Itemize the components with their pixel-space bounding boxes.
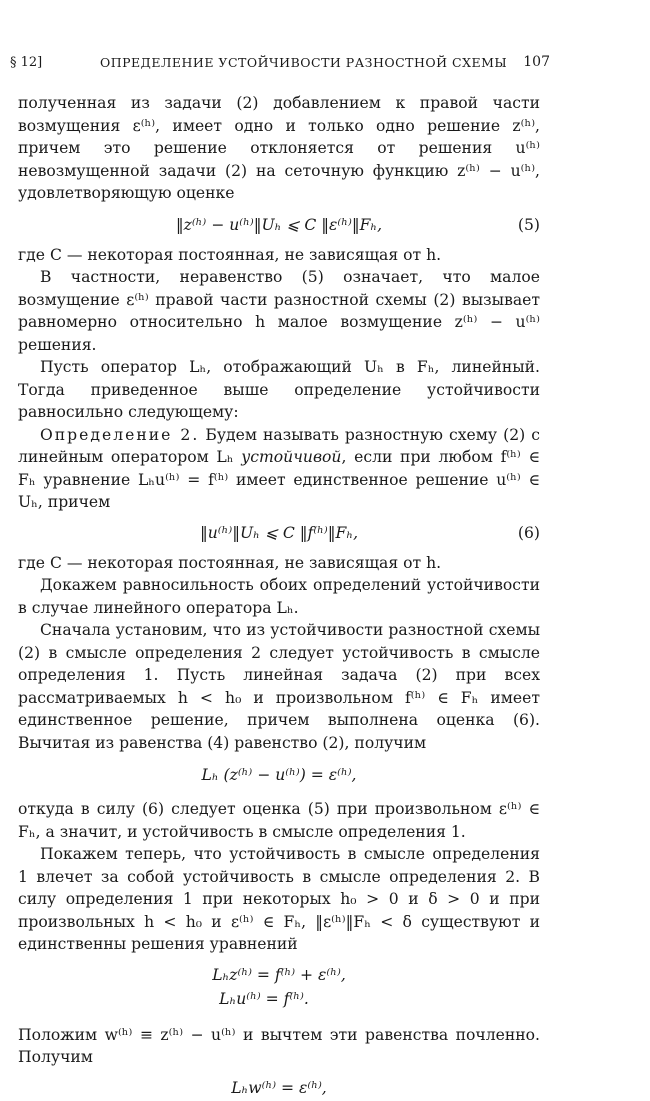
equation-9-formula: Lₕu⁽ʰ⁾ = f⁽ʰ⁾. [219,989,309,1008]
definition-text-a: Будем называть разностную схему (2) с линейным оператором Lₕ [18,425,541,466]
equation-10 [18,1077,540,1101]
equation-7-formula: Lₕ (z⁽ʰ⁾ − u⁽ʰ⁾) = ε⁽ʰ⁾, [201,766,357,784]
equation-6-number: (6) [517,523,540,542]
equation-5-formula: ‖z⁽ʰ⁾ − u⁽ʰ⁾‖Uₕ ⩽ C ‖ε⁽ʰ⁾‖Fₕ, [175,215,383,234]
paragraph-7: Сначала установим, что из устойчивости разностной схемы (2) в смысле определения 2 следует устойчивость в смысле определения 1. Пусть линейная задача (2) при всех рассматриваемых h < h₀ и произвольном f⁽ʰ⁾ ∈ Fₕ имеет единственное решение, причем выполнена оценка (6). Вычитая из равенства (4) равенство (2), получим [18,621,540,752]
paragraph-9: Покажем теперь, что устойчивость в смысле определения 1 влечет за собой устойчивость в смысле определения 2. В силу определения 1 при некоторых h₀ > 0 и δ > 0 и при произвольных h < h₀ и ε⁽ʰ⁾ ∈ Fₕ, ‖ε⁽ʰ⁾‖Fₕ < δ существуют и единственны решения уравнений [18,845,540,953]
paragraph-5: где C — некоторая постоянная, не зависящая от h. [18,553,442,572]
paragraph-2: где C — некоторая постоянная, не зависящая от h. [18,245,442,264]
equation-6-formula: ‖u⁽ʰ⁾‖Uₕ ⩽ C ‖f⁽ʰ⁾‖Fₕ, [199,523,359,542]
definition-italic-term: устойчивой [241,448,342,466]
paragraph-4: Пусть оператор Lₕ, отображающий Uₕ в Fₕ, линейный. Тогда приведенное выше определение устойчивости равносильно следующему: [18,358,540,421]
paragraph-8: откуда в силу (6) следует оценка (5) при произвольном ε⁽ʰ⁾ ∈ Fₕ, а значит, и устойчивость в смысле определения 1. [18,800,540,841]
equation-6 [18,522,540,546]
paragraph-10: Положим w⁽ʰ⁾ ≡ z⁽ʰ⁾ − u⁽ʰ⁾ и вычтем эти равенства почленно. Получим [18,1025,540,1066]
definition-label: Определение 2. [40,425,200,444]
paragraph-1: полученная из задачи (2) добавлением к правой части возмущения ε⁽ʰ⁾, имеет одно и только одно решение z⁽ʰ⁾, причем это решение отклоняется от решения u⁽ʰ⁾ невозмущенной задачи (2) на сеточную функцию z⁽ʰ⁾ − u⁽ʰ⁾, удовлетворяющую оценке [18,94,540,202]
equation-8 [18,964,540,988]
running-header [10,55,550,75]
running-title: ОПРЕДЕЛЕНИЕ УСТОЙЧИВОСТИ РАЗНОСТНОЙ СХЕМЫ [100,55,508,70]
equation-10-formula: Lₕw⁽ʰ⁾ = ε⁽ʰ⁾, [231,1078,327,1097]
equation-5 [18,214,540,238]
paragraph-6: Докажем равносильность обоих определений устойчивости в случае линейного оператора Lₕ. [18,576,540,617]
definition-2 [18,424,540,514]
equation-5-number: (5) [517,215,540,234]
page-number: 107 [523,54,550,70]
section-marker: § 12] [10,55,43,70]
equation-7 [18,764,540,788]
page-body [18,92,540,1101]
paragraph-3: В частности, неравенство (5) означает, что малое возмущение ε⁽ʰ⁾ правой части разностной схемы (2) вызывает равномерно относительно h малое возмущение z⁽ʰ⁾ − u⁽ʰ⁾ решения. [18,268,540,354]
equation-8-formula: Lₕz⁽ʰ⁾ = f⁽ʰ⁾ + ε⁽ʰ⁾, [212,965,346,984]
definition-text-b: , если при любом f⁽ʰ⁾ ∈ Fₕ уравнение Lₕu⁽ʰ⁾ = f⁽ʰ⁾ имеет единственное решение u⁽ʰ⁾ ∈ Uₕ, причем [18,448,540,511]
